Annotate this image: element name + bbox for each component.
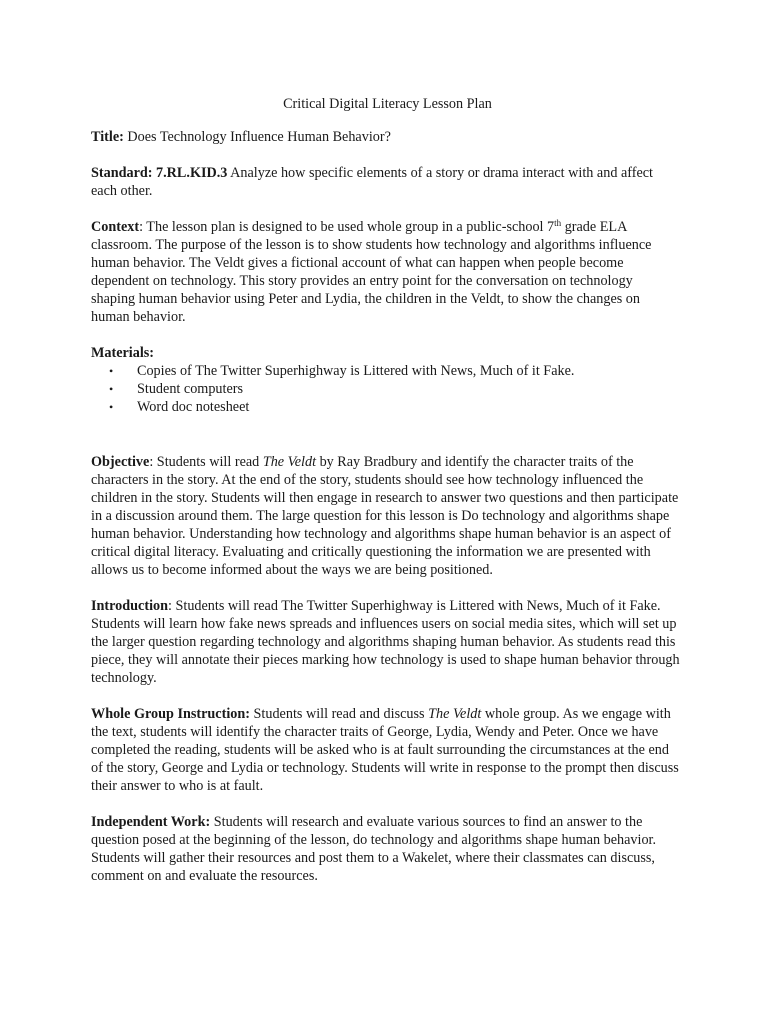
whole-group-label: Whole Group Instruction:	[91, 706, 250, 722]
list-item	[109, 380, 680, 398]
whole-group-book-title: The Veldt	[428, 706, 482, 722]
standard-label: Standard: 7.RL.KID.3	[91, 165, 228, 181]
bullet-icon: •	[109, 400, 114, 414]
bullet-icon: •	[109, 364, 114, 378]
bullet-icon: •	[109, 382, 114, 396]
whole-group-paragraph	[91, 705, 680, 795]
context-label: Context	[91, 219, 140, 235]
objective-book-title: The Veldt	[262, 454, 317, 470]
independent-work-text: Students will research and evaluate various sources to find an answer to the question posed at the beginning of the lesson, do technology and algorithms shape human behavior. Students will gather their resources and post them to a Wakelet, where their classmates can discuss, comment on and evaluate the resources.	[91, 814, 657, 884]
list-item	[109, 398, 680, 416]
materials-item-text: Word doc notesheet	[137, 399, 250, 415]
materials-item-text: Student computers	[137, 381, 243, 397]
context-superscript: th	[554, 218, 562, 228]
introduction-label: Introduction	[91, 598, 168, 614]
context-paragraph	[91, 218, 680, 326]
objective-label: Objective	[91, 454, 150, 470]
introduction-paragraph	[91, 597, 680, 687]
whole-group-text-start: Students will read and discuss	[249, 706, 429, 722]
title-text: Does Technology Influence Human Behavior?	[123, 129, 391, 145]
materials-list	[91, 362, 680, 416]
materials-item-text: Copies of The Twitter Superhighway is Littered with News, Much of it Fake.	[137, 363, 575, 379]
title-paragraph	[91, 128, 680, 146]
whole-group-text-end: whole group. As we engage with the text, students will identify the character traits of George, Lydia, Wendy and Peter. Once we have completed the reading, students will be asked who is at fault surrounding the circumstances at the end of the story, George and Lydia or technology. Students will write in response to the prompt then discuss their answer to who is at fault.	[91, 706, 679, 794]
materials-label: Materials:	[91, 345, 155, 361]
independent-work-label: Independent Work:	[91, 814, 211, 830]
context-text-end: grade ELA classroom. The purpose of the lesson is to show students how technology and algorithms influence human behavior. The Veldt gives a fictional account of what can happen when people become dependent on technology. This story provides an entry point for the conversation on technology shaping human behavior using Peter and Lydia, the children in the Veldt, to show the changes on human behavior.	[91, 219, 652, 325]
objective-text-start: : Students will read	[149, 454, 263, 470]
introduction-text: : Students will read The Twitter Superhighway is Littered with News, Much of it Fake. Students will learn how fake news spreads and influences users on social media sites, which will set up the larger question regarding technology and algorithms shaping human behavior. As students read this piece, they will annotate their pieces marking how technology is used to shape human behavior through technology.	[91, 598, 680, 686]
objective-paragraph	[91, 453, 680, 579]
standard-paragraph	[91, 164, 680, 200]
title-label: Title:	[91, 129, 124, 145]
objective-text-end: by Ray Bradbury and identify the character traits of the characters in the story. At the end of the story, students should see how technology influenced the children in the story. Students will then engage in research to answer two questions and then participate in a discussion around them. The large question for this lesson is Do technology and algorithms shape human behavior. Understanding how technology and algorithms shape human behavior is an aspect of critical digital literacy. Evaluating and critically questioning the information we are presented with allows us to become informed about the ways we are being positioned.	[91, 454, 679, 578]
context-text-start: : The lesson plan is designed to be used whole group in a public-school 7	[139, 219, 555, 235]
standard-text: Analyze how specific elements of a story or drama interact with and affect each other.	[91, 165, 653, 199]
document-heading: Critical Digital Literacy Lesson Plan	[283, 96, 492, 112]
independent-work-paragraph	[91, 813, 680, 885]
list-item	[109, 362, 680, 380]
